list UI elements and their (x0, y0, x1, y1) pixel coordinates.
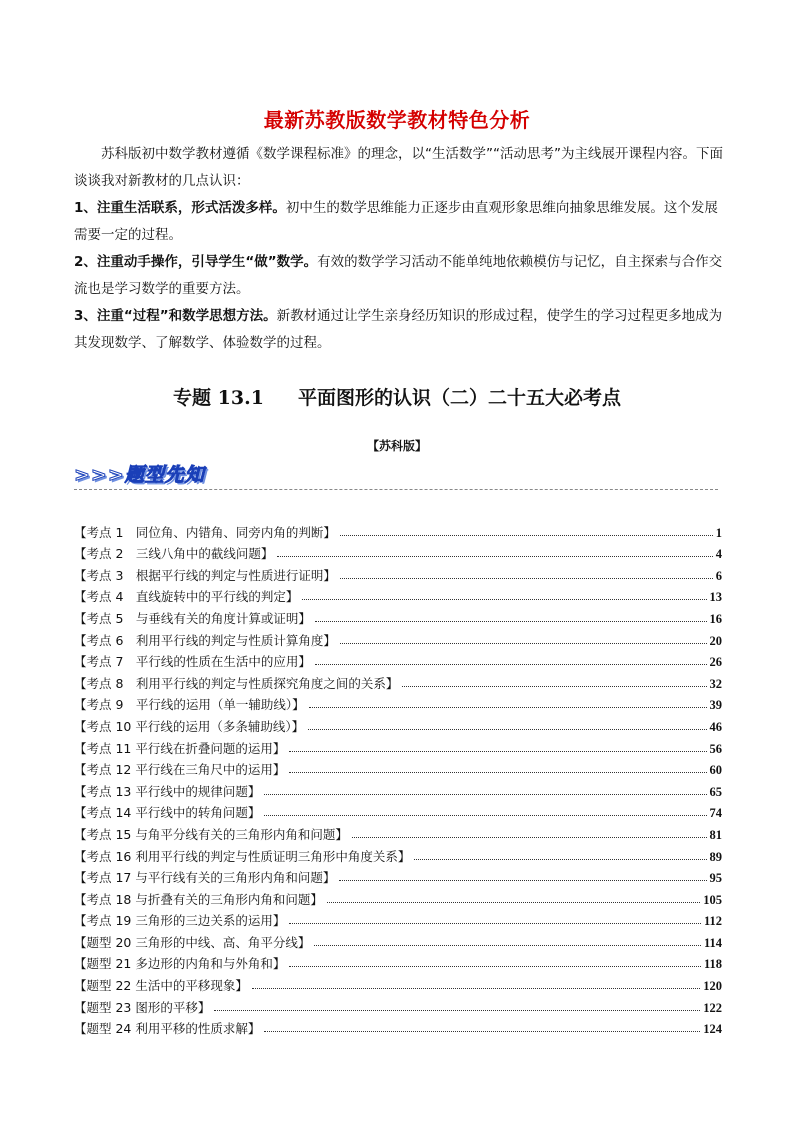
toc-entry-page: 13 (709, 590, 722, 605)
point-3-text: 新教材通过让学生亲身经历知识的形成过程，使学生的学习过程更多地成为其发现数学、了解数学、体验数学的过程。 (74, 308, 723, 351)
toc-entry[interactable] (74, 713, 722, 735)
toc-entry-label: 【考点 7 平行线的性质在生活中的应用】 (74, 654, 311, 670)
toc-entry[interactable] (74, 735, 722, 757)
toc-leader-dots (214, 1010, 700, 1011)
toc-entry-page: 65 (709, 784, 722, 799)
toc-entry[interactable] (74, 778, 722, 800)
toc-leader-dots (340, 643, 707, 644)
toc-leader-dots (309, 707, 707, 708)
toc-leader-dots (352, 837, 707, 838)
toc-entry-label: 【考点 3 根据平行线的判定与性质进行证明】 (74, 567, 336, 583)
toc-entry[interactable] (74, 1016, 722, 1038)
toc-entry[interactable] (74, 972, 722, 994)
edition-label: 【苏科版】 (366, 439, 427, 453)
toc-entry-label: 【考点 1 同位角、内错角、同旁内角的判断】 (74, 524, 336, 540)
toc-entry-label: 【考点 14 平行线中的转角问题】 (74, 805, 261, 821)
toc-leader-dots (302, 599, 706, 600)
toc-leader-dots (289, 751, 706, 752)
toc-entry[interactable] (74, 843, 722, 865)
toc-entry[interactable] (74, 562, 722, 584)
toc-entry-page: 95 (709, 871, 722, 886)
toc-leader-dots (277, 556, 712, 557)
toc-entry-page: 114 (703, 935, 722, 950)
toc-entry-label: 【考点 5 与垂线有关的角度计算或证明】 (74, 610, 311, 626)
toc-entry-page: 105 (703, 892, 722, 907)
toc-entry-label: 【考点 13 平行线中的规律问题】 (74, 783, 261, 799)
topic-number: 专题 13.1 (173, 387, 264, 409)
toc-leader-dots (414, 859, 706, 860)
toc-leader-dots (264, 794, 706, 795)
toc-leader-dots (308, 729, 706, 730)
toc-entry-page: 6 (715, 568, 722, 583)
toc-entry-label: 【考点 18 与折叠有关的三角形内角和问题】 (74, 891, 323, 907)
toc-entry-page: 46 (709, 719, 722, 734)
topic-title (0, 383, 794, 410)
toc-entry-page: 26 (709, 655, 722, 670)
toc-entry-label: 【考点 10 平行线的运用（多条辅助线）】 (74, 718, 305, 734)
toc-entry-label: 【考点 4 直线旋转中的平行线的判定】 (74, 589, 299, 605)
toc-entry-page: 4 (715, 547, 722, 562)
toc-entry[interactable] (74, 865, 722, 887)
toc-entry-label: 【考点 2 三线八角中的截线问题】 (74, 546, 274, 562)
point-2-text: 有效的数学学习活动不能单纯地依赖模仿与记忆，自主探索与合作交流也是学习数学的重要方法。 (74, 254, 723, 297)
toc-entry[interactable] (74, 821, 722, 843)
banner-text: >>>题型先知 (74, 464, 205, 486)
toc-entry-page: 39 (709, 698, 722, 713)
toc-entry[interactable] (74, 692, 722, 714)
toc-entry-page: 89 (709, 849, 722, 864)
toc-leader-dots (340, 578, 713, 579)
toc-entry-page: 122 (703, 1000, 722, 1015)
toc-entry-page: 124 (703, 1022, 722, 1037)
intro-section (74, 141, 724, 195)
toc-entry-label: 【题型 22 生活中的平移现象】 (74, 978, 248, 994)
toc-entry-page: 74 (709, 806, 722, 821)
toc-entry-label: 【考点 17 与平行线有关的三角形内角和问题】 (74, 870, 336, 886)
toc-entry[interactable] (74, 605, 722, 627)
toc-leader-dots (252, 988, 700, 989)
toc-leader-dots (314, 945, 701, 946)
toc-entry[interactable] (74, 584, 722, 606)
toc-entry-page: 112 (703, 914, 722, 929)
toc-entry-page: 1 (715, 525, 722, 540)
toc-leader-dots (327, 902, 700, 903)
toc-leader-dots (289, 772, 706, 773)
toc-entry[interactable] (74, 627, 722, 649)
topic-name: 平面图形的认识（二）二十五大必考点 (297, 387, 621, 409)
toc-entry[interactable] (74, 994, 722, 1016)
toc-leader-dots (315, 621, 707, 622)
toc-leader-dots (289, 923, 701, 924)
point-1 (74, 195, 724, 249)
divider (74, 489, 718, 490)
toc-entry[interactable] (74, 541, 722, 563)
toc-entry-label: 【考点 16 利用平行线的判定与性质证明三角形中角度关系】 (74, 848, 411, 864)
toc-entry-page: 81 (709, 827, 722, 842)
toc-entry-page: 60 (709, 763, 722, 778)
toc-leader-dots (315, 664, 707, 665)
toc-entry-label: 【考点 8 利用平行线的判定与性质探究角度之间的关系】 (74, 675, 399, 691)
toc-leader-dots (264, 815, 706, 816)
page-title: 最新苏教版数学教材特色分析 (263, 108, 531, 132)
toc-leader-dots (289, 966, 701, 967)
toc-entry[interactable] (74, 929, 722, 951)
toc-entry[interactable] (74, 649, 722, 671)
toc-entry-page: 32 (709, 676, 722, 691)
point-2-heading: 2、注重动手操作，引导学生“做”数学。 (74, 254, 318, 270)
toc-leader-dots (264, 1031, 700, 1032)
toc-leader-dots (402, 686, 706, 687)
toc-entry-page: 56 (709, 741, 722, 756)
toc-entry-page: 20 (709, 633, 722, 648)
toc-entry-label: 【题型 21 多边形的内角和与外角和】 (74, 956, 286, 972)
toc-entry-label: 【考点 12 平行线在三角尺中的运用】 (74, 762, 286, 778)
table-of-contents (74, 519, 722, 1037)
toc-entry-label: 【题型 20 三角形的中线、高、角平分线】 (74, 934, 311, 950)
toc-entry-label: 【考点 6 利用平行线的判定与性质计算角度】 (74, 632, 336, 648)
toc-entry-page: 120 (703, 979, 722, 994)
point-3 (74, 303, 724, 357)
toc-leader-dots (339, 880, 706, 881)
intro-paragraph: 苏科版初中数学教材遵循《数学课程标准》的理念，以“生活数学”“活动思考”为主线展开课程内容。下面谈谈我对新教材的几点认识： (74, 146, 723, 189)
toc-entry-label: 【考点 9 平行线的运用（单一辅助线）】 (74, 697, 305, 713)
point-1-text: 初中生的数学思维能力正逐步由直观形象思维向抽象思维发展。这个发展需要一定的过程。 (74, 200, 718, 243)
toc-entry-label: 【题型 23 图形的平移】 (74, 999, 211, 1015)
toc-entry-label: 【考点 15 与角平分线有关的三角形内角和问题】 (74, 826, 348, 842)
section-banner (74, 460, 205, 487)
toc-entry[interactable] (74, 519, 722, 541)
toc-leader-dots (340, 535, 713, 536)
toc-entry[interactable] (74, 670, 722, 692)
toc-entry-label: 【考点 11 平行线在折叠问题的运用】 (74, 740, 286, 756)
point-3-heading: 3、注重“过程”和数学思想方法。 (74, 308, 277, 324)
toc-entry[interactable] (74, 951, 722, 973)
toc-entry-label: 【题型 24 利用平移的性质求解】 (74, 1021, 261, 1037)
toc-entry-label: 【考点 19 三角形的三边关系的运用】 (74, 913, 286, 929)
toc-entry[interactable] (74, 757, 722, 779)
point-1-heading: 1、注重生活联系，形式活泼多样。 (74, 200, 286, 216)
toc-entry-page: 118 (703, 957, 722, 972)
toc-entry[interactable] (74, 800, 722, 822)
point-2 (74, 249, 724, 303)
toc-entry[interactable] (74, 886, 722, 908)
toc-entry-page: 16 (709, 611, 722, 626)
toc-entry[interactable] (74, 908, 722, 930)
